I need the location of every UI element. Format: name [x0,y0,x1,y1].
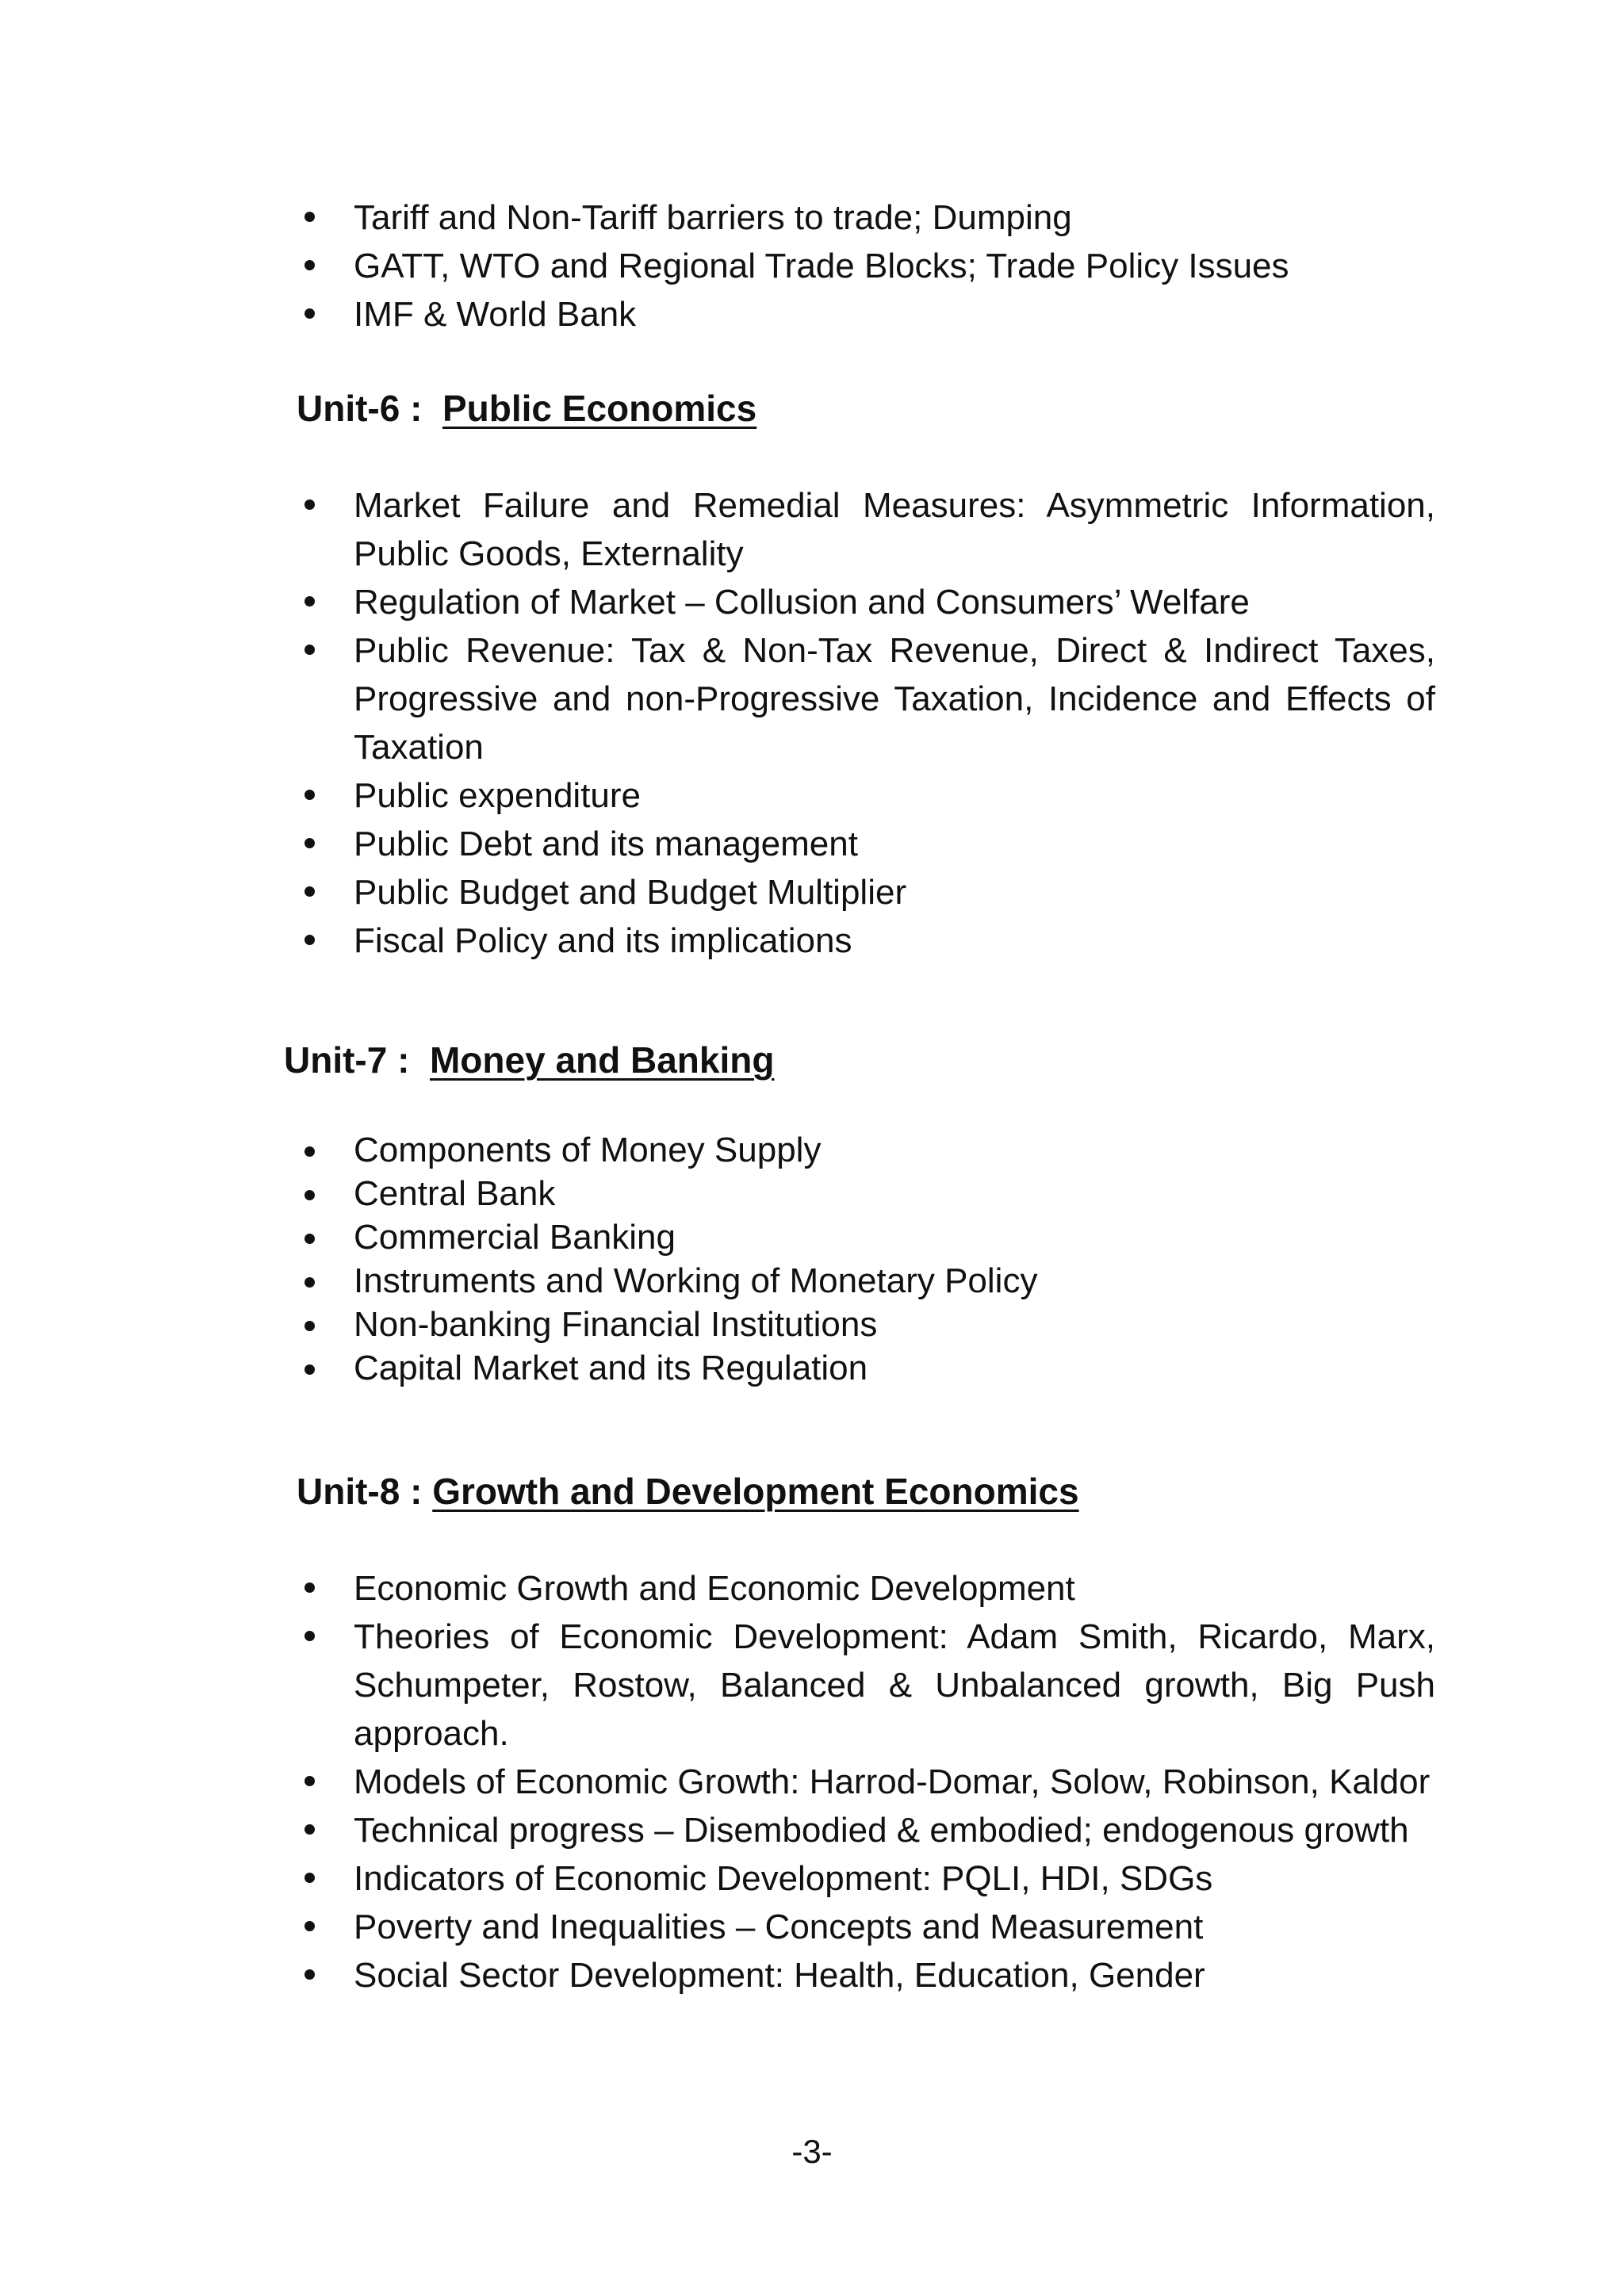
list-item: Capital Market and its Regulation [300,1346,1435,1390]
list-item: Models of Economic Growth: Harrod-Domar, Solow, Robinson, Kaldor [300,1758,1435,1806]
unit6-title: Public Economics [442,388,757,429]
unit7-title: Money and Banking [429,1039,775,1081]
unit7-heading [284,1039,774,1081]
list-item: Commercial Banking [300,1215,1435,1259]
unit7-label: Unit-7 : [284,1039,410,1081]
list-item: Regulation of Market – Collusion and Consumers’ Welfare [300,578,1435,626]
list-item: Public Budget and Budget Multiplier [300,868,1435,916]
list-item: Public Debt and its management [300,820,1435,868]
page-number: -3- [791,2133,833,2170]
unit6-heading [297,387,756,430]
unit8-heading [297,1470,1079,1513]
unit6-list [300,481,1435,965]
list-item: Market Failure and Remedial Measures: Asymmetric Information, Public Goods, Externality [300,481,1435,578]
list-item: Components of Money Supply [300,1128,1435,1172]
unit8-list [300,1564,1435,1999]
list-item: Instruments and Working of Monetary Policy [300,1259,1435,1303]
unit8-title: Growth and Development Economics [432,1471,1079,1512]
list-item: IMF & World Bank [300,290,1435,339]
unit7-list [300,1128,1435,1390]
list-item: Technical progress – Disembodied & embodied; endogenous growth [300,1806,1435,1854]
list-item: Poverty and Inequalities – Concepts and Measurement [300,1903,1435,1951]
list-item: Economic Growth and Economic Development [300,1564,1435,1613]
list-item: Tariff and Non-Tariff barriers to trade; Dumping [300,193,1435,242]
list-item: Public Revenue: Tax & Non-Tax Revenue, Direct & Indirect Taxes, Progressive and non-Progressive Taxation, Incidence and Effects of Taxation [300,626,1435,771]
list-item: Public expenditure [300,771,1435,820]
list-item: Theories of Economic Development: Adam Smith, Ricardo, Marx, Schumpeter, Rostow, Balanced & Unbalanced growth, Big Push approach. [300,1613,1435,1758]
list-item: GATT, WTO and Regional Trade Blocks; Trade Policy Issues [300,242,1435,290]
intro-list [300,193,1435,339]
list-item: Indicators of Economic Development: PQLI, HDI, SDGs [300,1854,1435,1903]
unit8-label: Unit-8 : [297,1471,423,1512]
list-item: Social Sector Development: Health, Education, Gender [300,1951,1435,1999]
list-item: Non-banking Financial Institutions [300,1303,1435,1346]
list-item: Central Bank [300,1172,1435,1215]
list-item: Fiscal Policy and its implications [300,916,1435,965]
unit6-label: Unit-6 : [297,388,423,429]
